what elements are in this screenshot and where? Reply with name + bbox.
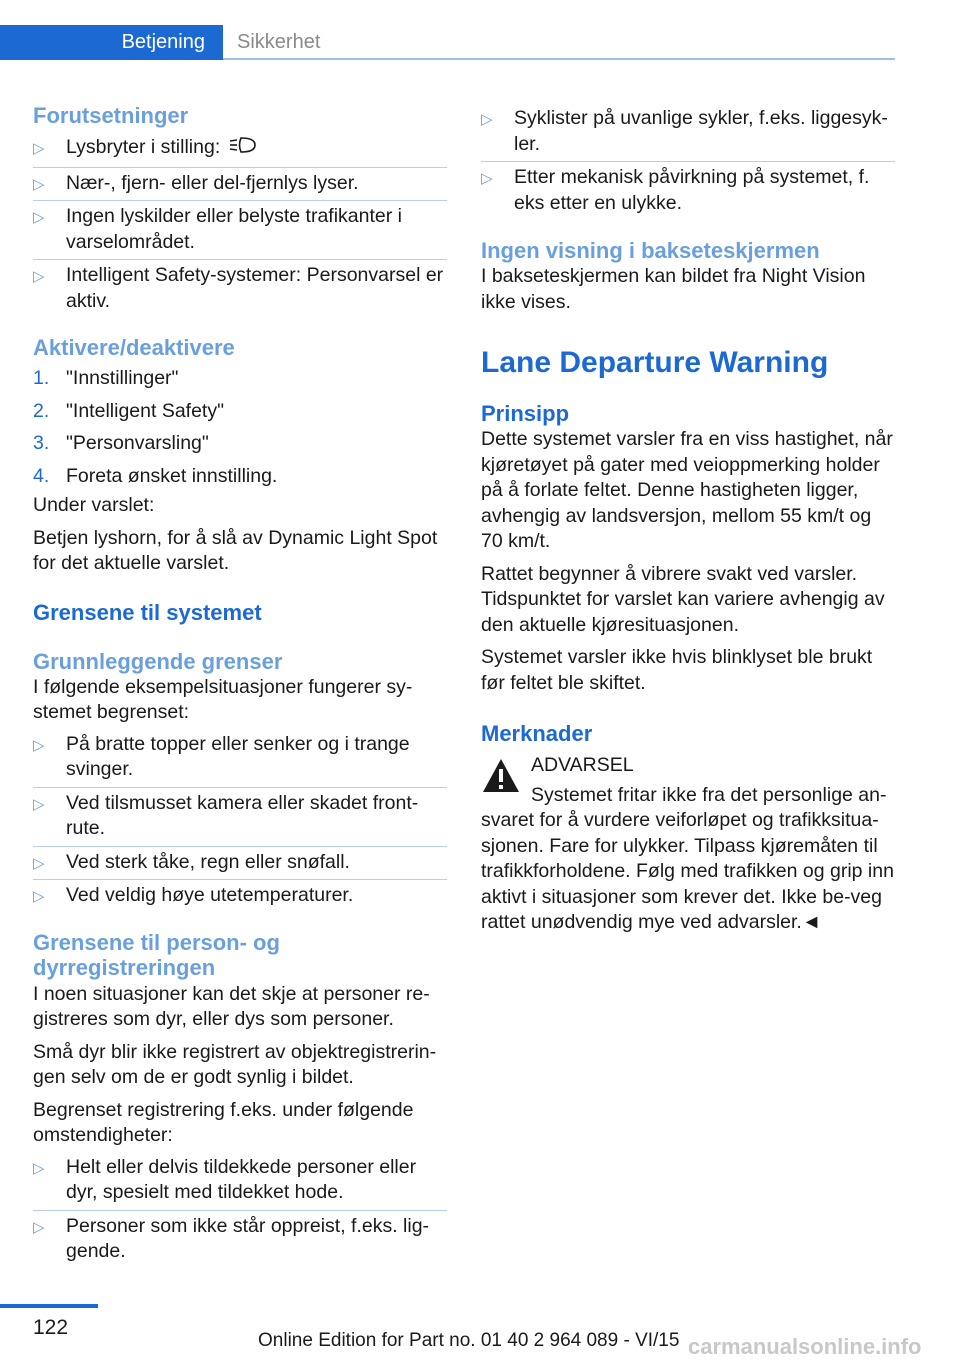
heading-lane-departure: Lane Departure Warning [481, 346, 829, 379]
warning-block [481, 753, 895, 936]
list-item: ▷ Nær-, fjern- eller del-fjernlys lyser. [33, 167, 447, 201]
triangle-bullet-icon: ▷ [33, 175, 45, 193]
triangle-bullet-icon: ▷ [481, 111, 493, 128]
page-number: 122 [33, 1316, 69, 1339]
chapter-tabs [0, 25, 895, 62]
watermark: carmanualsonline.info [688, 1334, 922, 1359]
heading-grunnleggende: Grunnleggende grenser [33, 648, 283, 674]
list-item: ▷ Ingen lyskilder eller belyste trafikanter i varselområdet. [33, 200, 447, 259]
person-p3: Begrenset registrering f.eks. under følgende omstendigheter: [33, 1098, 414, 1146]
right-column [481, 103, 895, 936]
triangle-bullet-icon: ▷ [481, 170, 493, 187]
under-varslet-text: Under varslet: [33, 494, 155, 516]
step-item: 1. "Innstillinger" [33, 367, 179, 389]
continued-list [481, 103, 895, 220]
triangle-bullet-icon: ▷ [33, 1218, 45, 1236]
triangle-bullet-icon: ▷ [33, 268, 45, 285]
warning-triangle-icon [481, 757, 521, 794]
aktivere-steps [33, 363, 447, 493]
triangle-bullet-icon: ▷ [33, 736, 45, 754]
tab-sikkerhet[interactable]: Sikkerhet [237, 31, 321, 53]
heading-person-dyr: Grensene til person- og dyrregistreringen [33, 929, 280, 980]
list-item: ▷ Ved veldig høye utetemperaturer. [33, 879, 447, 913]
tab-betjening[interactable]: Betjening [0, 25, 223, 60]
list-item: ▷ Etter mekanisk påvirkning på systemet, f. eks etter en ulykke. [481, 161, 895, 220]
list-item: ▷ Lysbryter i stilling: [33, 132, 447, 167]
list-item: ▷ På bratte topper eller senker og i trange svinger. [33, 732, 410, 780]
grunn-list [33, 729, 447, 913]
person-p1: I noen situasjoner kan det skje at personer re-gistreres som dyr, eller dys som personer. [33, 982, 430, 1030]
low-beam-lamp-icon [228, 135, 258, 163]
triangle-bullet-icon: ▷ [33, 140, 45, 157]
betjen-text: Betjen lyshorn, for å slå av Dynamic Light Spot for det aktuelle varslet. [33, 526, 438, 574]
step-item: 4. Foreta ønsket innstilling. [33, 464, 278, 487]
prinsipp-p1: Dette systemet varsler fra en viss hastighet, når kjøretøyet på gater med veioppmerking holder på å forlate feltet. Denne hastigheten ligger, avhengig av landsversjon, mellom 55 km/t og 70 km/t. [481, 428, 893, 552]
list-item: ▷ Intelligent Safety-systemer: Personvarsel er aktiv. [33, 259, 447, 318]
triangle-bullet-icon: ▷ [33, 888, 45, 905]
edition-text: Online Edition for Part no. 01 40 2 964 089 - VI/15 [258, 1330, 680, 1351]
triangle-bullet-icon: ▷ [33, 795, 45, 813]
left-column [33, 103, 447, 1269]
person-list [33, 1152, 447, 1269]
advarsel-label: ADVARSEL [531, 754, 634, 776]
list-item: ▷ Syklister på uvanlige sykler, f.eks. liggesyk-ler. [481, 107, 888, 155]
list-item: ▷ Helt eller delvis tildekkede personer eller dyr, spesielt med tildekket hode. [33, 1155, 417, 1203]
grunn-intro-text: I følgende eksempelsituasjoner fungerer sy-stemet begrenset: [33, 675, 413, 723]
list-item: ▷ Personer som ikke står oppreist, f.eks. lig-gende. [33, 1210, 447, 1269]
prinsipp-p2: Rattet begynner å vibrere svakt ved varsler. Tidspunktet for varslet kan variere avhengig av den aktuelle kjøresituasjonen. [481, 562, 885, 636]
person-p2: Små dyr blir ikke registrert av objektregistrerin-gen selv om de er godt synlig i bildet. [33, 1040, 437, 1088]
triangle-bullet-icon: ▷ [33, 1159, 45, 1177]
heading-forutsetninger: Forutsetninger [33, 103, 189, 128]
list-item: ▷ Ved tilsmusset kamera eller skadet front-rute. [33, 787, 447, 846]
heading-grensene: Grensene til systemet [33, 599, 262, 625]
forutsetninger-list [33, 132, 447, 318]
triangle-bullet-icon: ▷ [33, 854, 45, 872]
ingen-visning-text: I bakseteskjermen kan bildet fra Night Vision ikke vises. [481, 265, 866, 313]
heading-merknader: Merknader [481, 721, 593, 746]
heading-ingen-visning: Ingen visning i bakseteskjermen [481, 238, 820, 263]
step-item: 3. "Personvarsling" [33, 432, 209, 454]
heading-prinsipp: Prinsipp [481, 401, 570, 426]
step-item: 2. "Intelligent Safety" [33, 399, 225, 422]
triangle-bullet-icon: ▷ [33, 209, 45, 226]
heading-aktivere: Aktivere/deaktivere [33, 335, 235, 360]
prinsipp-p3: Systemet varsler ikke hvis blinklyset ble brukt før feltet ble skiftet. [481, 646, 873, 694]
tab-underline [223, 58, 895, 60]
list-item: ▷ Ved sterk tåke, regn eller snøfall. [33, 846, 447, 880]
footer-accent-line [0, 1304, 98, 1308]
advarsel-text: Systemet fritar ikke fra det personlige an-svaret for å vurdere veiforløpet og trafikksitua-sjonen. Fare for ulykker. Tilpass kjøremåten til trafikkforholdene. Følg med trafikken og grip inn aktivt i situasjoner som krever det. Ikke be-veg rattet unødvendig mye ved advarsler.◄ [481, 783, 894, 933]
